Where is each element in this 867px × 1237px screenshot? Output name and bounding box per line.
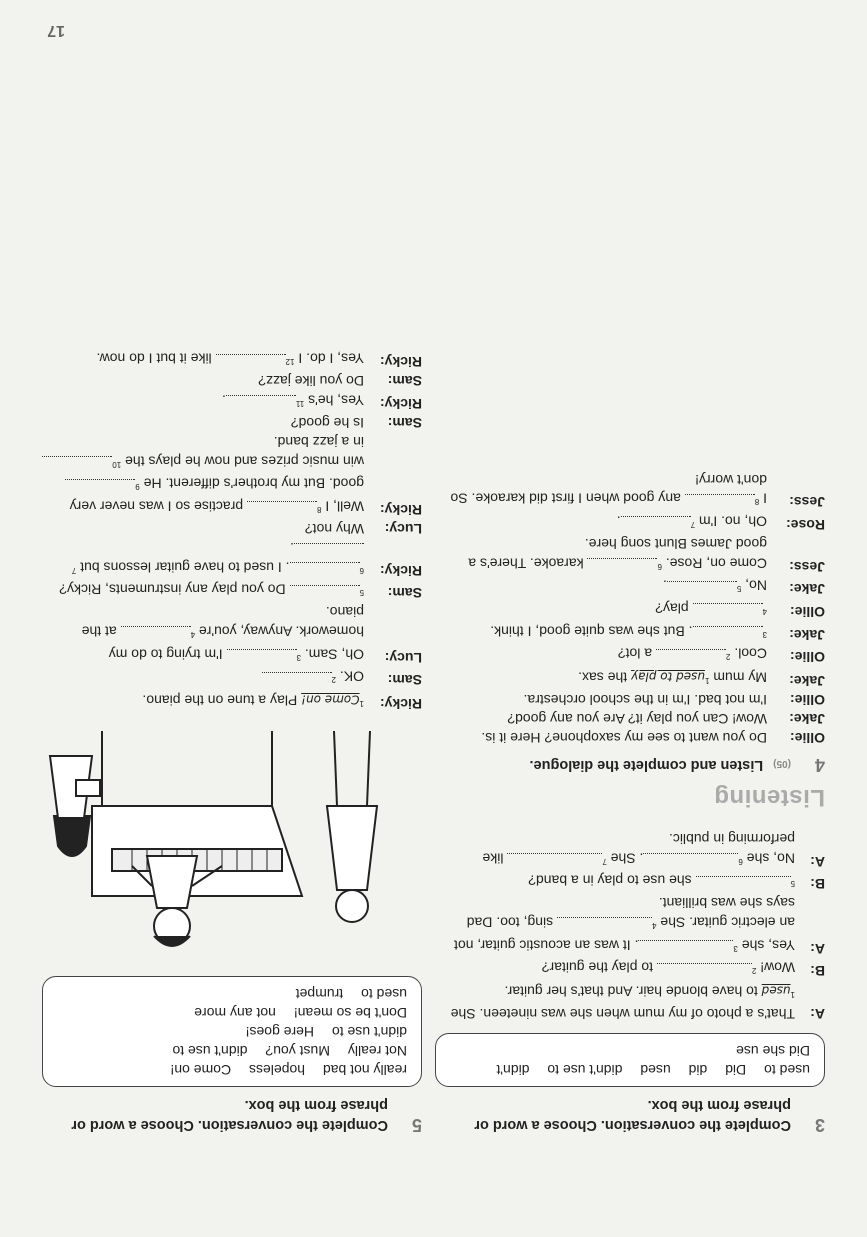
dialogue-fragment: Oh, no. I'm [695, 513, 767, 530]
dialogue-line [42, 390, 422, 413]
answer-blank[interactable] [667, 581, 737, 592]
word-box-item: used [640, 1062, 671, 1078]
answer-blank[interactable] [657, 963, 752, 974]
gap-number: 9 [135, 482, 140, 492]
dialogue-fragment: No, [741, 577, 767, 594]
dialogue-text [435, 644, 767, 667]
dialogue-fragment: Do you play any instruments, Ricky? [59, 581, 290, 598]
answer-blank[interactable] [557, 917, 652, 928]
dialogue-text [435, 576, 767, 599]
word-box-item: didn't use to [172, 1043, 248, 1059]
speaker-label: Jake: [789, 626, 825, 643]
dialogue-line [435, 621, 825, 644]
gap-number: 4 [190, 630, 196, 640]
exercise-3-heading [435, 1095, 825, 1135]
exercise-3-word-box [435, 1033, 825, 1087]
dialogue-fragment: sing, too. Dad says she was brilliant. [466, 895, 795, 931]
gap-number: 5 [736, 584, 742, 594]
gap-number: 4 [652, 921, 657, 931]
exercise-4-title: Listen and complete the dialogue. [529, 757, 764, 774]
piano-scene-drawing [42, 721, 422, 966]
dialogue-fragment: at the piano. [81, 604, 364, 640]
dialogue-fragment: . She [606, 850, 644, 867]
dialogue-fragment: No, she [742, 850, 795, 867]
answer-blank[interactable] [65, 479, 135, 490]
speaker-label: Ollie: [789, 730, 825, 747]
dialogue-fragment: win music prizes and now he plays the [121, 453, 364, 470]
dialogue-text [435, 470, 767, 512]
answer-blank[interactable] [643, 853, 738, 864]
gap-number: 6 [738, 856, 743, 866]
dialogue-fragment: to have blonde hair. And that's her guitar. [504, 983, 762, 1000]
speaker-label: A: [810, 940, 825, 957]
dialogue-text [435, 980, 795, 1023]
dialogue-fragment: I'm trying to do my homework. Anyway, you're [108, 623, 364, 663]
speaker-label: Ollie: [789, 692, 825, 709]
answer-blank[interactable] [290, 562, 360, 573]
dialogue-line [435, 470, 825, 512]
dialogue-line [435, 644, 825, 667]
dialogue-fragment: OK. [335, 668, 364, 685]
word-box-item: not any more [194, 1005, 276, 1021]
gap-number: 6 [359, 565, 364, 575]
answer-blank[interactable] [587, 558, 657, 569]
example-answer: used to play [631, 669, 705, 684]
answer-blank[interactable] [638, 940, 733, 951]
speaker-label: Ricky: [379, 354, 422, 371]
speaker-label: Jake: [789, 673, 825, 690]
dialogue-fragment: any good when I first did karaoke. So don't worry! [450, 471, 767, 507]
answer-blank[interactable] [693, 603, 763, 614]
dialogue-fragment: in a jazz band. [273, 434, 364, 451]
speaker-label: Lucy: [384, 649, 422, 666]
gap-number: 1 [359, 699, 364, 708]
dialogue-fragment: Do you like jazz? [258, 373, 364, 390]
answer-blank[interactable] [294, 543, 364, 554]
exercise-5 [42, 349, 422, 1135]
speaker-label: Ollie: [789, 649, 825, 666]
dialogue-line [435, 958, 825, 981]
dialogue-text [42, 538, 364, 580]
dialogue-fragment: . [290, 540, 294, 557]
speaker-label: B: [810, 876, 825, 893]
word-box-item: didn't use to [331, 1024, 407, 1040]
dialogue-line [435, 598, 825, 621]
dialogue-fragment: Yes, he's [304, 392, 364, 409]
dialogue-text [42, 580, 364, 603]
speaker-label: A: [810, 1006, 825, 1022]
dialogue-line [435, 690, 825, 709]
exercise-3-dialogue [435, 829, 825, 1023]
gap-number: 3 [762, 629, 767, 639]
dialogue-text [42, 689, 364, 713]
dialogue-text [435, 829, 795, 871]
speaker-label: Sam: [387, 373, 422, 390]
dialogue-text [42, 667, 364, 690]
word-box-item: did [688, 1062, 708, 1078]
dialogue-line [435, 893, 825, 957]
dialogue-fragment: Oh, Sam. [300, 646, 364, 663]
dialogue-fragment: Play a tune on the piano. [142, 692, 302, 709]
answer-blank[interactable] [507, 853, 602, 864]
dialogue-line [42, 349, 422, 372]
word-box-item: didn't [496, 1062, 530, 1078]
word-box-item: didn't use to [547, 1062, 623, 1078]
exercise-3 [435, 470, 825, 1135]
speaker-label: Jess: [789, 494, 825, 511]
exercise-5-dialogue [42, 349, 422, 713]
speaker-label: Jake: [789, 711, 825, 728]
dialogue-text [42, 602, 364, 666]
word-box-item: Did [725, 1062, 747, 1078]
dialogue-line [435, 728, 825, 747]
piano-illustration [42, 721, 422, 966]
word-box-item: hopeless [249, 1062, 306, 1078]
answer-blank[interactable] [216, 354, 286, 365]
gap-number: 2 [331, 675, 336, 685]
dialogue-fragment: to play the guitar? [541, 959, 657, 976]
gap-number: 1 [704, 676, 710, 686]
gap-number: 5 [790, 879, 795, 889]
answer-blank[interactable] [621, 516, 691, 527]
dialogue-text [42, 432, 364, 519]
speaker-label: Ollie: [789, 604, 825, 621]
dialogue-line [435, 576, 825, 599]
dialogue-text [435, 621, 767, 644]
gap-number: 2 [751, 966, 757, 976]
dialogue-text [435, 958, 795, 981]
word-box-item: Did she use [736, 1043, 810, 1059]
speaker-label: Jess: [789, 558, 825, 575]
dialogue-text [42, 519, 364, 538]
dialogue-line [435, 666, 825, 690]
dialogue-text [435, 511, 767, 534]
speaker-label: Lucy: [384, 521, 422, 538]
dialogue-fragment: Cool. [730, 645, 767, 662]
word-box-item: used to [361, 986, 407, 1002]
answer-blank[interactable] [226, 395, 296, 406]
dialogue-text [435, 728, 767, 747]
dialogue-line [42, 580, 422, 603]
exercise-5-word-box [42, 976, 422, 1087]
dialogue-fragment: Why not? [304, 521, 364, 538]
gap-number: 2 [725, 652, 731, 662]
answer-blank[interactable] [656, 649, 726, 660]
gap-number: 7 [602, 856, 607, 866]
answer-blank[interactable] [42, 456, 112, 467]
dialogue-fragment: Well, I [321, 498, 364, 515]
word-box-item: Here goes! [245, 1024, 315, 1040]
dialogue-fragment: play? [655, 600, 693, 617]
answer-blank[interactable] [696, 876, 791, 887]
dialogue-line [42, 538, 422, 580]
word-box-item: used to [764, 1062, 810, 1078]
dialogue-fragment: . I used to have guitar lessons but [76, 559, 290, 576]
dialogue-fragment: she use to play in a band? [528, 872, 696, 889]
word-box-item: Come on! [170, 1062, 232, 1078]
exercise-4-heading [435, 753, 825, 775]
word-box-item: Don't be so mean! [293, 1005, 407, 1021]
speaker-label: Jake: [789, 581, 825, 598]
dialogue-fragment: practise so I was never very good. But my brother's different. He [69, 475, 364, 515]
audio-track-label: (05) [773, 758, 791, 770]
dialogue-line [435, 534, 825, 576]
gap-number: 12 [285, 357, 295, 367]
gap-number: 7 [71, 565, 77, 575]
dialogue-fragment: Yes, I do. I [294, 350, 364, 367]
dialogue-fragment: . It was an acoustic guitar, not an electric guitar. She [454, 914, 795, 954]
dialogue-line [435, 871, 825, 894]
speaker-label: Rose: [786, 517, 825, 534]
dialogue-line [42, 689, 422, 713]
dialogue-fragment: karaoke. There's a good James Blunt song here. [468, 536, 767, 572]
gap-number: 7 [690, 520, 696, 530]
speaker-label: Ricky: [379, 396, 422, 413]
dialogue-fragment: . [616, 513, 621, 530]
dialogue-text [42, 413, 364, 432]
dialogue-line [42, 602, 422, 666]
exercise-4-dialogue [435, 470, 825, 747]
dialogue-line [435, 511, 825, 534]
dialogue-text [435, 666, 767, 690]
speaker-label: B: [810, 963, 825, 980]
dialogue-fragment: I'm not bad. I'm in the school orchestra. [523, 692, 767, 709]
gap-number: 3 [296, 652, 301, 662]
gap-number: 8 [754, 497, 760, 507]
dialogue-fragment: a lot? [617, 645, 656, 662]
speaker-label: Ricky: [379, 696, 422, 712]
dialogue-fragment: like it but I do now. [96, 350, 216, 367]
dialogue-fragment: I [759, 490, 767, 507]
dialogue-text [435, 598, 767, 621]
exercise-4-number: 4 [814, 755, 825, 776]
speaker-label: Ricky: [379, 502, 422, 519]
dialogue-fragment: the sax. [578, 669, 632, 686]
word-box-item: Not really [347, 1043, 407, 1059]
dialogue-text [435, 690, 767, 709]
answer-blank[interactable] [693, 626, 763, 637]
dialogue-line [42, 667, 422, 690]
gap-number: 1 [790, 990, 795, 999]
gap-number: 6 [657, 561, 662, 571]
exercise-5-heading [42, 1095, 422, 1135]
speaker-label: Sam: [387, 672, 422, 689]
dialogue-fragment: That's a photo of my mum when she was nineteen. She [450, 1006, 795, 1022]
dialogue-line [42, 432, 422, 519]
dialogue-line [42, 519, 422, 538]
dialogue-fragment: Do you want to see my saxophone? Here it is. [481, 730, 767, 747]
exercise-5-number: 5 [411, 1115, 422, 1135]
dialogue-fragment: Wow! Can you play it? Are you any good? [507, 711, 767, 728]
answer-blank[interactable] [227, 649, 297, 660]
answer-blank[interactable] [262, 672, 332, 683]
speaker-label: Ricky: [379, 562, 422, 579]
example-answer: Come on! [301, 692, 360, 707]
gap-number: 11 [295, 399, 305, 409]
page-number: 17 [47, 22, 65, 39]
dialogue-fragment: Is he good? [290, 415, 364, 432]
dialogue-text [42, 349, 364, 372]
answer-blank[interactable] [685, 494, 755, 505]
dialogue-text [42, 390, 364, 413]
exercise-3-title: Complete the conversation. Choose a word or phrase from the box. [474, 1097, 791, 1133]
exercise-3-number: 3 [814, 1115, 825, 1135]
word-box-item: Must you? [265, 1043, 330, 1059]
dialogue-fragment: . But she was quite good, I think. [490, 623, 693, 640]
dialogue-fragment: My mum [709, 669, 767, 686]
example-answer: used [761, 983, 791, 998]
gap-number: 5 [359, 588, 364, 598]
listening-heading: Listening [713, 784, 825, 812]
dialogue-line [435, 829, 825, 871]
gap-number: 3 [733, 943, 738, 953]
exercise-5-title: Complete the conversation. Choose a word or phrase from the box. [71, 1097, 388, 1133]
answer-blank[interactable] [290, 585, 360, 596]
dialogue-fragment: . [222, 392, 226, 409]
dialogue-text [435, 871, 795, 894]
dialogue-line [42, 413, 422, 432]
dialogue-line [42, 371, 422, 390]
answer-blank[interactable] [247, 501, 317, 512]
gap-number: 8 [317, 505, 322, 515]
dialogue-line [435, 709, 825, 728]
dialogue-text [435, 709, 767, 728]
dialogue-text [435, 893, 795, 957]
dialogue-fragment: Wow! [756, 959, 795, 976]
dialogue-fragment: Yes, she [737, 937, 795, 954]
speaker-label: Sam: [387, 585, 422, 602]
gap-number: 4 [762, 607, 767, 617]
dialogue-text [42, 371, 364, 390]
word-box-item: trumpet [295, 986, 344, 1002]
dialogue-line [435, 980, 825, 1023]
dialogue-fragment: Come on, Rose. [661, 555, 767, 572]
gap-number: 10 [112, 459, 122, 469]
dialogue-text [435, 534, 767, 576]
dialogue-fragment: . [662, 577, 667, 594]
speaker-label: A: [810, 853, 825, 870]
dialogue-fragment: like performing in public. [482, 831, 795, 867]
word-box-item: really not bad [322, 1062, 407, 1078]
answer-blank[interactable] [121, 626, 191, 637]
speaker-label: Sam: [387, 415, 422, 432]
